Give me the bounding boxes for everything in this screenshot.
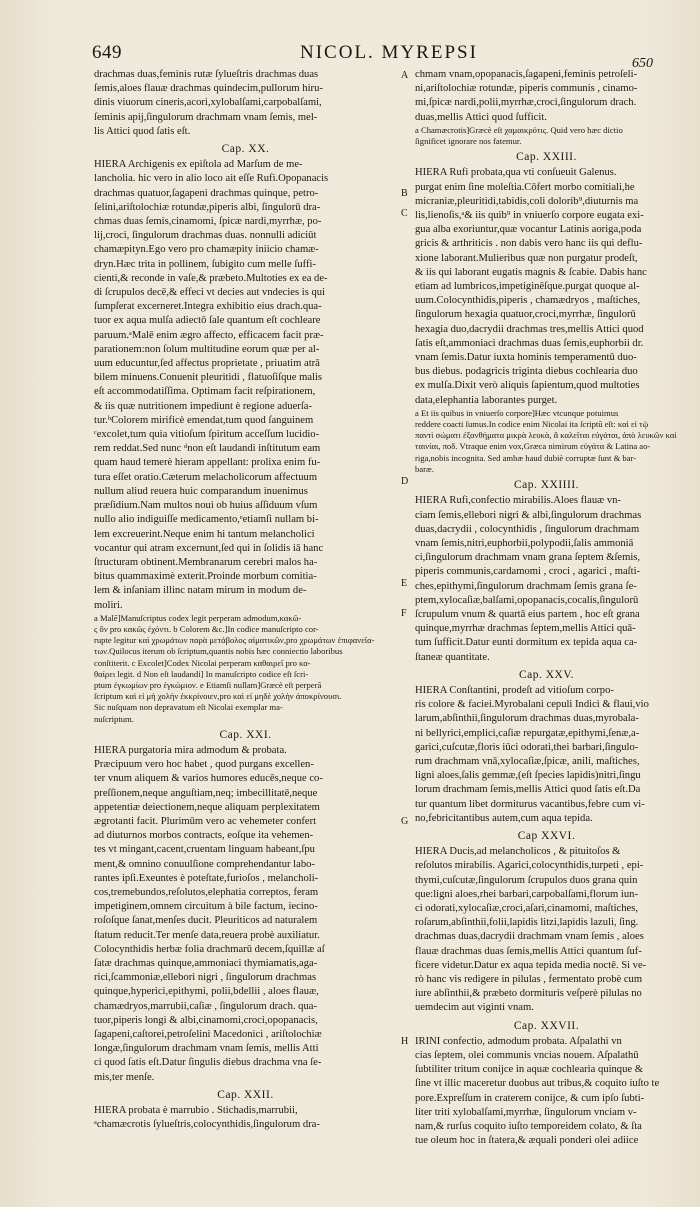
footnote-line: rupte legitur καὶ χρωμάτων παρὰ μετάβολος αἰματικῶν,pro χρωμάτων ἐπιφανεῖα- <box>94 635 375 646</box>
gutter-section-letters <box>399 68 413 1168</box>
footnote-line: θαίρει legit. d Non eſt laudandi] In manuſcripto codice eſt ſcri- <box>94 668 309 679</box>
text-line: drachmas duas,feminis rutæ ſylueſtris drachmas duas <box>94 69 319 80</box>
text-line: uum educuntur,ſed affectus proprietate , priuatim atrā <box>94 358 320 370</box>
text-line: mis,ter menſe. <box>94 1071 155 1083</box>
page-number-left: 649 <box>92 42 122 63</box>
chapter-heading-xxvi: Cap XXVI. <box>517 829 576 842</box>
text-line: ſine vt illic maceretur duobus aut tribus,& coquito iuſto te <box>415 1078 660 1090</box>
page-header <box>0 40 700 70</box>
text-line: & iis qui laborant eugatis magnis & ſcabie. Dabis hanc <box>415 266 647 278</box>
text-line: chamædryos,marrubii,caſiæ , ſingulorum drach. qua- <box>94 1000 318 1012</box>
text-line: longæ,ſingulorum drachmam vnam ſemis, mellis Atti <box>94 1043 319 1055</box>
text-line: ci,ſingulorum drachmam vnam grana ſeptem &ſemis, <box>415 552 641 564</box>
text-line: lorum drachmam ſemis,mellis Attici quod ſatis eſt.Da <box>415 784 641 796</box>
text-line: uum.Colocynthidis,piperis , chamædryos , maſtiches, <box>415 295 641 307</box>
right-column <box>415 68 678 1148</box>
footnote-line: nuſcriptum. <box>94 713 134 724</box>
text-line: ment,& omnino conuulſione comprehendantur labo- <box>94 858 315 870</box>
text-line: ci odorati,xylocaſiæ,croci,aſari,cinamomi, maſtiches, <box>415 902 638 914</box>
text-line: eſt accommodatiſſima. Optimam facit reſpirationem, <box>94 386 316 398</box>
text-line: chmam vnam,opopanacis,ſagapeni,feminis petroſeli- <box>415 69 638 80</box>
text-line: ter vnum aliquem & varios humores educēs,neque co- <box>94 773 323 785</box>
text-line: cos,tremebundos,reſolutos,elephatia correptos, feram <box>94 886 319 898</box>
text-line: lis,lienoſis,ᵃ& iis quib⁹ in vniuerſo corpore eugata exi- <box>415 210 644 222</box>
text-line: chmas duas ſemis,cinamomi, ſpicæ nardi,myrrhæ, po- <box>94 216 322 228</box>
text-line: ptem,xylocaſiæ,balſami,opopanacis,cocalis,ſingulorū <box>415 594 639 606</box>
gutter-letter: E <box>401 578 408 589</box>
text-line: rò hanc vis redigere in pilulas , fermentato probè cum <box>415 974 643 985</box>
text-line: micraniæ,pleuritidi,tabidis,coli dolorib⁹,diuturnis ma <box>415 195 639 207</box>
text-line: IRINI confectio, admodum probata. Aſpalathi vn <box>415 1035 622 1047</box>
text-line: tur quantum libet dormiturus vacantibus,febre cum vi- <box>415 798 645 810</box>
footnote-line: ptum ἐγκωμίων pro ἐγκώμιον. e Etiamſi nullam]Græcè eſt perperā <box>94 679 322 690</box>
text-line: ſemis,aloes flauæ drachmas quindecim,pullorum hiru- <box>94 83 323 95</box>
text-line: HIERA Rufi probata,qua vti conſueuit Galenus. <box>415 167 617 179</box>
footnote-line: ſignificet ignorare nos fatemur. <box>415 136 522 147</box>
text-line: HIERA Rufi,confectio mirabilis.Aloes flauæ vn- <box>415 495 621 507</box>
text-line: ficere videtur.Datur ex aqua tepida media noctē. Si ve- <box>415 959 647 971</box>
text-line: vnam ſemis.Datur iuxta hominis temperamentū duo- <box>415 352 637 364</box>
text-line: bus diebus. podagricis triginta diebus cochlearia duo <box>415 366 638 378</box>
text-line: hexagia duo,dacrydii drachmas tres,mellis Attici quod <box>415 323 644 335</box>
text-line: tura eſſet oratio.Cæterum melacholicorum affectuum <box>94 471 318 483</box>
text-line: gua alba exoriuntur,quæ vocantur Latinis aoriga,poda <box>415 224 642 236</box>
text-line: vocantur qui atram excernunt,ſed qui in ſolidis iā hanc <box>94 542 324 554</box>
gutter-letter: A <box>401 70 409 81</box>
footnote-line: ταινίαι, ποδ. Vtraque enim vox,Græca nimirum εὐγάτα & Latina ao- <box>415 441 651 452</box>
text-line: HIERA Archigenis ex epiſtola ad Marſum de me- <box>94 159 303 171</box>
text-line: nullum aliud reuera huic comparandum inuenimus <box>94 485 308 497</box>
text-line: mi,ſpicæ nardi,polii,myrrhæ,croci,ſingulorum drach. <box>415 97 637 109</box>
text-line: & iis quæ nutritionem impediunt è regione aduerſa- <box>94 400 313 412</box>
gutter-letter: H <box>401 1036 409 1047</box>
text-line: data,elephantia laborantes purget. <box>415 394 558 406</box>
text-line: duas,mellis Attici quod ſufficit. <box>415 111 547 123</box>
text-line: quinque,hyperici,epithymi, polii,bdellii , aloes flauæ, <box>94 986 319 998</box>
text-line: lij,croci, ſingulorum drachmas duas. nonnulli adiciūt <box>94 230 317 242</box>
text-line: cienti,& reconde in vaſe,& præbeto.Multoties ex ea de- <box>94 272 328 284</box>
text-line: drachmas duas,dacrydii drachmam vnam ſemis , aloes <box>415 931 644 943</box>
text-line: ris colore & faciei.Myrobalani cepuli Indici & flaui,vio <box>415 699 649 711</box>
footnote-line: Sic nuſquam non depravatum eſt Nicolai exemplar ma- <box>94 702 283 713</box>
running-title: NICOL. MYREPSI <box>300 42 478 63</box>
text-line: ſcrupulum vnum & quartā eius partem , hoc eſt grana <box>415 608 640 620</box>
text-line: ſtatum reducit.Ter menſe data,reuera probè auxiliatur. <box>94 929 320 941</box>
text-line: appetentiæ deiectionem,neque aliquam perplexitatem <box>94 801 320 813</box>
gutter-letter: F <box>401 608 407 619</box>
text-line: ligni aloes,ſalis gemmæ,(eſt ſpecies lapidis)nitri,ſingu <box>415 770 641 782</box>
text-line: Præcipuum vero hoc habet , quod purgans excellen- <box>94 759 314 771</box>
text-line: gricis & arthriticis . non dabis vero hanc iis qui deflu- <box>415 238 643 250</box>
footnote-line: παντὶ σώματι ἐξανθήματα μικρὰ λευκὰ, ἃ καλεῖται εὐγάται, ἀπὸ λευκῶν καὶ <box>415 430 677 441</box>
gutter-letter: C <box>401 208 408 219</box>
text-line: HIERA probata è marrubio . Stichadis,marrubii, <box>94 1105 298 1117</box>
text-line: ſumpſerat excerneret.Integra exhibitio eius drach.qua- <box>94 301 322 313</box>
text-line: garici,cuſcutæ,floris iūci odorati,thei barbari,ſingulo- <box>415 741 639 753</box>
text-line: ſubtiliter tritum conijce in aquæ cochlearia quinque & <box>415 1064 643 1076</box>
text-line: que:ligni aloes,rhei barbari,carpobalſami,florum iun- <box>415 888 638 900</box>
chapter-heading-xxi: Cap. XXI. <box>219 728 272 741</box>
text-line: vnam ſemis,nitri,euphorbii,polypodii,ſalis ammoniā <box>415 537 634 549</box>
text-line: lancholia. hic vero in alio loco ait eſſe Rufi.Opopanacis <box>94 173 329 185</box>
text-line: HIERA Ducis,ad melancholicos , & pituitoſos & <box>415 846 621 858</box>
text-line: liter triti xylobalſami,myrrhæ, ſingulorum vnciam v- <box>415 1106 637 1118</box>
text-line: tum ſufficit.Datur eunti dormitum ex tepida aqua ca- <box>415 637 638 649</box>
text-line: drachmas quatuor,ſagapeni drachmas quinque, petro- <box>94 187 319 199</box>
text-line: quinque,myrrhæ drachmas ſeptem,mellis Attici quā- <box>415 623 636 635</box>
chapter-heading-xxiiii: Cap. XXIIII. <box>513 479 580 492</box>
text-line: di ſcrupulos decē,& effeci vt decies aut vndecies is qui <box>94 287 326 299</box>
text-line: ſtructuram obtinent.Membranarum cerebri malos ha- <box>94 556 318 568</box>
text-line: chamæpityn.Ego vero pro chamæpity iniicio chamæ- <box>94 244 319 256</box>
text-line: piperis communis,cardamomi , croci , agarici , maſti- <box>415 566 641 578</box>
text-line: ad diuturnos morbos contracts, eoſque ita vehemen- <box>94 830 314 842</box>
text-line: purgat enim ſine moleſtia.Cōfert morbo comitiali,he <box>415 181 635 193</box>
text-line: rum drachmam vnā,xylocaſiæ,ſpicæ, anili, maſtiches, <box>415 755 640 767</box>
text-line: ſatæ drachmas quinque,ammoniaci thymiamatis,aga- <box>94 958 318 969</box>
text-line: ſtaneæ quantitate. <box>415 651 490 663</box>
chapter-heading-xxii: Cap. XXII. <box>217 1088 274 1101</box>
text-line: uemdecim aut viginti vnam. <box>415 1002 534 1014</box>
text-line: dryn.Hæc trita in pollinem, ſubigito cum melle ſuffi- <box>94 258 316 270</box>
text-line: ægrotanti facit. Plurimūm vero ac vehemeter confert <box>94 815 317 827</box>
text-line: HIERA purgatoria mira admodum & probata. <box>94 744 287 756</box>
text-line: ſagapeni,caſtorei,petroſelini Macedonici , ariſtolochiæ <box>94 1029 322 1041</box>
chapter-heading-xxiii: Cap. XXIII. <box>516 151 577 164</box>
text-line: ᶜexcolet,tum quia vitioſum ſpiritum acceſſum lucidio- <box>94 429 320 441</box>
text-line: ci quod ſatis eſt.Datur ſingulis diebus drachma vna ſe- <box>94 1057 322 1069</box>
text-line: præſidium.Nam multos noui ob huius aſſiduum vſum <box>94 500 318 512</box>
footnote-line: a Et iis quibus in vniuerſo corpore]Hæc vtcunque potuimus <box>415 407 619 418</box>
text-line: parationem:non ſolum multitudine eorum quæ per al- <box>94 343 320 355</box>
text-line: ches,epithymi,ſingulorum drachmam ſemis grana ſe- <box>415 580 637 592</box>
text-line: bilem minuens.Conuenit pleuritidi , flatuoſiſque malis <box>94 372 323 384</box>
text-line: dinis viuorum cineris,acori,xylobalſami,carpobalſami, <box>94 97 322 109</box>
text-line: ſelini,ariſtolochiæ rotundæ,piperis albi, ſingulorū dra- <box>94 201 321 213</box>
text-line: tue oleum hoc in ſtatera,& æquali ponderi olei adiice <box>415 1135 639 1147</box>
text-line: rici,ſcammoniæ,ellebori nigri , ſingulorum drachmas <box>94 972 317 984</box>
text-line: tuor ex aqua mulſa adiectō ſale quantum eſt cochleare <box>94 315 321 327</box>
text-line: impetiginem,omnem circuitum à bile factum, iecino- <box>94 901 318 913</box>
gutter-letter: D <box>401 476 409 487</box>
text-line: roſoſque ſanat,menſes ducit. Pleuriticos ad naturalem <box>94 915 318 927</box>
text-line: tes vt mingant,cacent,cruentam linguam habeant,ſpu <box>94 844 315 856</box>
text-line: duas,dacrydii , colocynthidis , ſingulorum drachmam <box>415 523 640 535</box>
text-line: lem & inſaniam illinc natam mirum in modum de- <box>94 585 307 597</box>
text-line: lem excreuerint.Neque enim hi tantum melancholici <box>94 528 315 540</box>
text-line: cias ſeptem, olei communis vncias nouem. Aſpalathū <box>415 1050 639 1062</box>
text-line: iure abſinthii,& præbeto dormituris veſperè pilulas no <box>415 988 642 1000</box>
footnote-line: ς ὄν pro κακῶς ἐχόντι. b Colorem &c.]In codice manuſcripto cor- <box>94 623 319 634</box>
footnote-line: των.Quilocus iterum ob ſcriptum,quantis nobis hæc conniectio laboribus <box>94 646 343 657</box>
text-line: nam,& rurſus coquito iuſto temporeidem colato, & ſta <box>415 1121 642 1133</box>
text-line: pore.Expreſſum in craterem conijce, & cum ipſo ſubti- <box>415 1092 645 1104</box>
text-line: ex mulſa.Dixit verò aliquis ſapientum,quod multoties <box>415 380 640 392</box>
text-line: ciam ſemis,ellebori nigri & albi,ſingulorum drachmas <box>415 509 642 521</box>
text-line: quam haud temerè hieram appellant: prolixa enim fu- <box>94 457 321 469</box>
footnote-line: riga,nobis incognita. Sed ambæ haud dubiè corruptæ ſunt & bar- <box>415 452 637 463</box>
text-line: ſeminis apij,ſingulorum drachmam vnam ſemis, mel- <box>94 111 318 123</box>
gutter-letter: G <box>401 816 409 827</box>
text-line: bitus quammaximè exterit.Proinde morbum comitia- <box>94 571 317 583</box>
left-column <box>94 68 397 1132</box>
chapter-heading-xxv: Cap. XXV. <box>518 668 575 681</box>
text-line: xione laborant.Mulieribus quæ non purgatur prodeſt, <box>415 252 638 264</box>
gutter-letter: B <box>401 188 408 199</box>
text-line: ni,ariſtolochiæ rotundæ, piperis communis , cinamo- <box>415 83 638 95</box>
text-line: Colocynthidis herbæ folia drachmarū decem,ſquillæ aſ <box>94 943 325 955</box>
footnote-line: a Chamæcrotis]Græcè eſt χαμαικρότις. Quid vero hæc dictio <box>415 124 623 135</box>
chapter-heading-xx: Cap. XX. <box>221 143 270 156</box>
text-line: reſolutos mirabilis. Agarici,colocynthidis,turpeti , epi- <box>415 860 644 872</box>
text-line: preſſionem,neque anguſtiam,neq; imbecillitatē,neque <box>94 787 318 799</box>
text-line: paruum.ᵃMalē enim ægro affecto, efficacem facit præ- <box>94 329 324 341</box>
text-line: nullo alio indiguiſſe medicamento,ᵉetiamſi nullam bi- <box>94 514 319 526</box>
text-line: ſingulorum hexagia quatuor,croci,myrrhæ, ſingulorū <box>415 309 636 321</box>
text-line: moliri. <box>94 599 123 611</box>
text-line: etiam ad lumbricos,impetiginēſque.purgat quoque al- <box>415 281 640 293</box>
footnote-line: conſtiterit. c Excolet]Codex Nicolai perperam καθαιρεῖ pro κα- <box>94 657 311 668</box>
text-line: no,febricitantibus autem,cum aqua tepida. <box>415 812 593 824</box>
text-line: tur.ᵇColorem mirificè emendat,tum quod ſanguinem <box>94 414 314 426</box>
text-line: larum,abſinthii,ſingulorum drachmas duas,myrobala- <box>415 713 639 725</box>
page-number-right: 650 <box>632 56 653 71</box>
text-line: flauæ drachmas duas ſemis,mellis Attici quantum ſuf- <box>415 945 642 957</box>
footnote-line: baræ. <box>415 463 434 474</box>
text-line: ni bellyrici,emplici,caſiæ repurgatæ,epithymi,ſenæ,a- <box>415 727 640 739</box>
text-line: lis Attici quod ſatis eſt. <box>94 125 191 137</box>
chapter-heading-xxvii: Cap. XXVII. <box>513 1019 580 1032</box>
text-line: roſarum,abſinthii,folii,lapidis litzi,lapidis lazuli, ſing. <box>415 917 639 929</box>
text-line: ſatis eſt,ammoniaci drachmas duas ſemis,euphorbii dr. <box>415 337 644 349</box>
footnote-line: reddere coacti ſumus.In codice enim Nicolai ita ſcriptū eſt: καὶ εἰ τῷ <box>415 419 649 430</box>
text-line: rantes ipſi.Exeuntes è poteſtate,furioſos , melancholi- <box>94 872 319 884</box>
text-line: thymi,cuſcutæ,ſingulorum ſcrupulos duos grana quin <box>415 874 638 886</box>
text-line: rem reddat.Sed nunc ᵈnon eſt laudandi inſtitutum eam <box>94 443 321 455</box>
text-line: tuor,piperis longi & albi,cinamomi,croci,opopanacis, <box>94 1014 318 1026</box>
footnote-line: ſcriptum καὶ εἰ μὴ χολὴν ἐκκρίνοιεν,pro καὶ εἰ μηδὲ χολὴν ἀποκρίνουσι. <box>94 691 342 702</box>
text-line: HIERA Conſtantini, prodeſt ad vitioſum corpo- <box>415 684 614 696</box>
text-line: ᵃchamæcrotis ſylueſtris,colocynthidis,ſingulorum dra- <box>94 1119 320 1131</box>
footnote-line: a Malē]Manuſcriptus codex legit perperam admodum,κακῶ- <box>94 612 302 623</box>
